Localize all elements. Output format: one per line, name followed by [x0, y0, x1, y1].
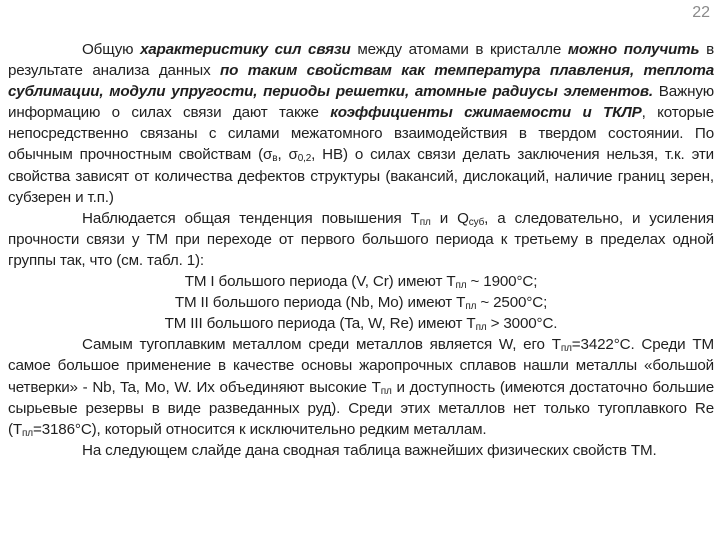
subscript: пл	[380, 385, 392, 397]
text-run: , НВ) о силах связи делать заключения нельзя, т.к. эти свойства зависят от количества дефектов структуры (вакансий, дислокаций, наличие границ зерен, субзерен и т.п.)	[8, 146, 714, 206]
emphasis-bond-characteristics: характеристику сил связи	[140, 41, 351, 58]
period-line-3	[8, 313, 714, 334]
text-run: и доступность (имеются достаточно большие сырьевые резервы в виде разведанных руд). Среди этих металлов нет только тугоплавкого Re (Т	[8, 378, 714, 438]
text-run: в результате анализа данных	[8, 41, 715, 80]
emphasis-compressibility: коэффициенты сжимаемости и ТКЛР	[330, 104, 642, 122]
paragraph-trend	[8, 208, 714, 271]
text-run: Наблюдается общая тенденция повышения Т	[82, 209, 420, 227]
paragraph-bond-characteristics	[8, 39, 714, 208]
subscript: суб	[468, 216, 485, 228]
subscript: пл	[475, 322, 487, 334]
text-run: ~ 2500°С;	[476, 294, 548, 312]
subscript: пл	[455, 280, 467, 292]
text-run: , а следовательно, и усиления прочности связи у ТМ при переходе от первого большого периода к третьему в пределах одной группы так, что (см. табл. 1):	[8, 209, 715, 269]
paragraph-next-slide	[8, 440, 714, 461]
text-run: ТМ I большого периода (V, Cr) имеют Т	[184, 273, 456, 291]
subscript: в	[272, 153, 278, 165]
text-run: ТМ III большого периода (Ta, W, Re) имеют Т	[164, 315, 476, 333]
emphasis-can-obtain: можно получить	[567, 41, 700, 58]
page-number: 22	[692, 4, 710, 21]
slide-body	[8, 39, 714, 461]
text-run: и Q	[430, 209, 469, 227]
text-run: ТМ II большого периода (Nb, Mo) имеют Т	[174, 294, 466, 312]
text-run: , которые непосредственно связаны с силами межатомного взаимодействия в твердом состоянии. По обычным прочностным свойствам (σ	[8, 104, 715, 164]
text-run: , σ	[277, 146, 298, 164]
period-line-2	[8, 292, 714, 313]
text-run: =3186°С), который относится к исключительно редким металлам.	[33, 420, 487, 438]
emphasis-properties-list: по таким свойствам как температура плавления, теплота сублимации, модули упругости, периоды решетки, атомные радиусы элементов.	[8, 62, 714, 101]
text-run: между атомами в кристалле	[350, 41, 568, 58]
text-run: На следующем слайде дана сводная таблица важнейших физических свойств ТМ.	[82, 441, 657, 459]
subscript: пл	[465, 301, 477, 313]
text-run: Общую	[82, 41, 141, 58]
text-run: =3422°С. Среди ТМ самое большое применение в качестве основы жаропрочных сплавов нашли металлы «большой четверки» - Nb, Ta, Mo, W. Их объединяют высокие Т	[8, 336, 715, 396]
subscript: пл	[560, 343, 572, 355]
text-run: > 3000°С.	[486, 315, 558, 333]
subscript: 0,2	[297, 153, 312, 165]
text-run: Важную информацию о силах связи дают также	[8, 83, 715, 122]
text-run: Самым тугоплавким металлом среди металлов является W, его Т	[82, 336, 561, 354]
text-run: ~ 1900°С;	[466, 273, 538, 291]
subscript: пл	[419, 216, 431, 228]
paragraph-tungsten	[8, 334, 714, 439]
subscript: пл	[22, 427, 33, 439]
period-line-1	[8, 271, 714, 292]
